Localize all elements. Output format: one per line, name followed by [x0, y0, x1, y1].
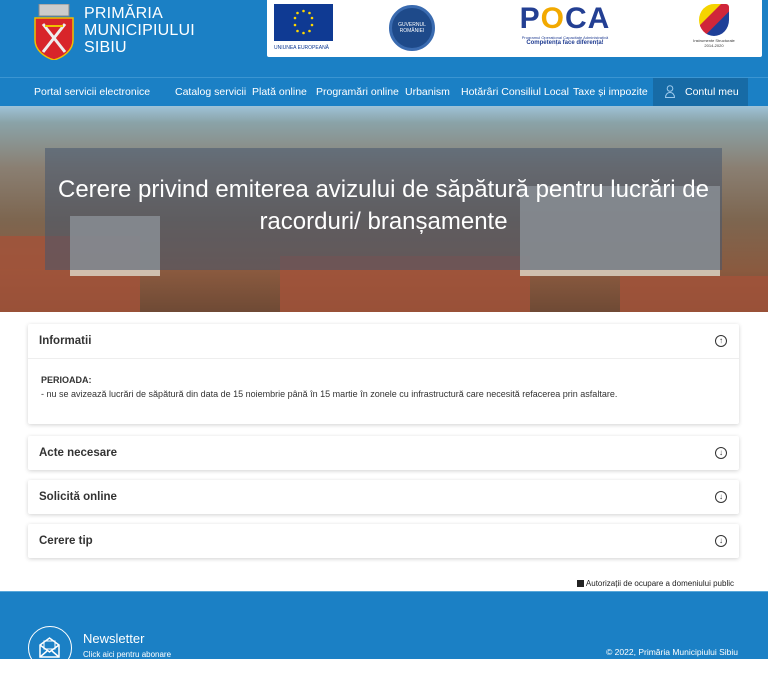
expand-arrow-down-icon[interactable]: ↓ — [715, 535, 727, 547]
nav-plata-online[interactable]: Plată online — [252, 86, 307, 98]
nav-urbanism[interactable]: Urbanism — [405, 86, 450, 98]
period-text: - nu se avizează lucrări de săpătură din data de 15 noiembrie până în 15 martie în zonele cu infrastructură care necesită refacerea prin asfaltare. — [41, 389, 618, 399]
poca-logo: POCA Programul Operațional Capacitate Administrativă Competența face diferența! — [519, 2, 611, 46]
copyright: © 2022, Primăria Municipiului Sibiu — [606, 647, 738, 657]
partner-logos — [267, 0, 762, 57]
account-label: Contul meu — [685, 86, 739, 98]
site-header — [0, 0, 768, 77]
expand-arrow-down-icon[interactable]: ↓ — [715, 447, 727, 459]
section-body — [28, 358, 739, 424]
newsletter-envelope-icon[interactable] — [28, 626, 72, 670]
newsletter-title[interactable]: Newsletter — [83, 631, 145, 646]
nav-programari-online[interactable]: Programări online — [316, 86, 399, 98]
brand-line: PRIMĂRIA — [84, 5, 163, 22]
section-cerere-tip[interactable]: Cerere tip ↓ — [28, 524, 739, 558]
account-button[interactable] — [653, 78, 748, 106]
page-title: Cerere privind emiterea avizului de săpătură pentru lucrări de racorduri/ branșamente — [58, 176, 709, 235]
nav-catalog-servicii[interactable]: Catalog servicii — [175, 86, 247, 98]
link-square-icon — [577, 580, 584, 587]
related-service-link[interactable]: Autorizații de ocupare a domeniului public — [577, 579, 734, 588]
hero-banner — [0, 106, 768, 312]
brand-line: MUNICIPIULUI — [84, 22, 195, 39]
period-heading: PERIOADA: — [41, 375, 92, 385]
section-solicita-online[interactable]: Solicită online ↓ — [28, 480, 739, 514]
expand-arrow-down-icon[interactable]: ↓ — [715, 491, 727, 503]
brand-title[interactable] — [84, 5, 195, 56]
section-informatii — [28, 324, 739, 424]
main-nav — [0, 77, 768, 106]
brand-line: SIBIU — [84, 39, 127, 56]
romanian-government-logo: GUVERNUL ROMÂNIEI — [389, 5, 435, 51]
section-header[interactable]: Informatii ↑ — [28, 324, 739, 358]
sibiu-coat-of-arms-logo[interactable] — [33, 4, 75, 60]
nav-taxe[interactable]: Taxe și impozite — [573, 86, 648, 98]
nav-portal-servicii[interactable]: Portal servicii electronice — [34, 86, 151, 98]
eu-logo: UNIUNEA EUROPEANĂ — [274, 4, 333, 52]
newsletter-subscribe-link[interactable]: Click aici pentru abonare — [83, 650, 172, 659]
user-icon — [665, 85, 675, 98]
section-acte-necesare[interactable]: Acte necesare ↓ — [28, 436, 739, 470]
site-footer — [0, 591, 768, 659]
structural-instruments-logo: Instrumente Structurale 2014-2020 — [689, 4, 739, 52]
collapse-arrow-up-icon[interactable]: ↑ — [715, 335, 727, 347]
nav-hotarari[interactable]: Hotărâri Consiliul Local — [461, 86, 569, 98]
